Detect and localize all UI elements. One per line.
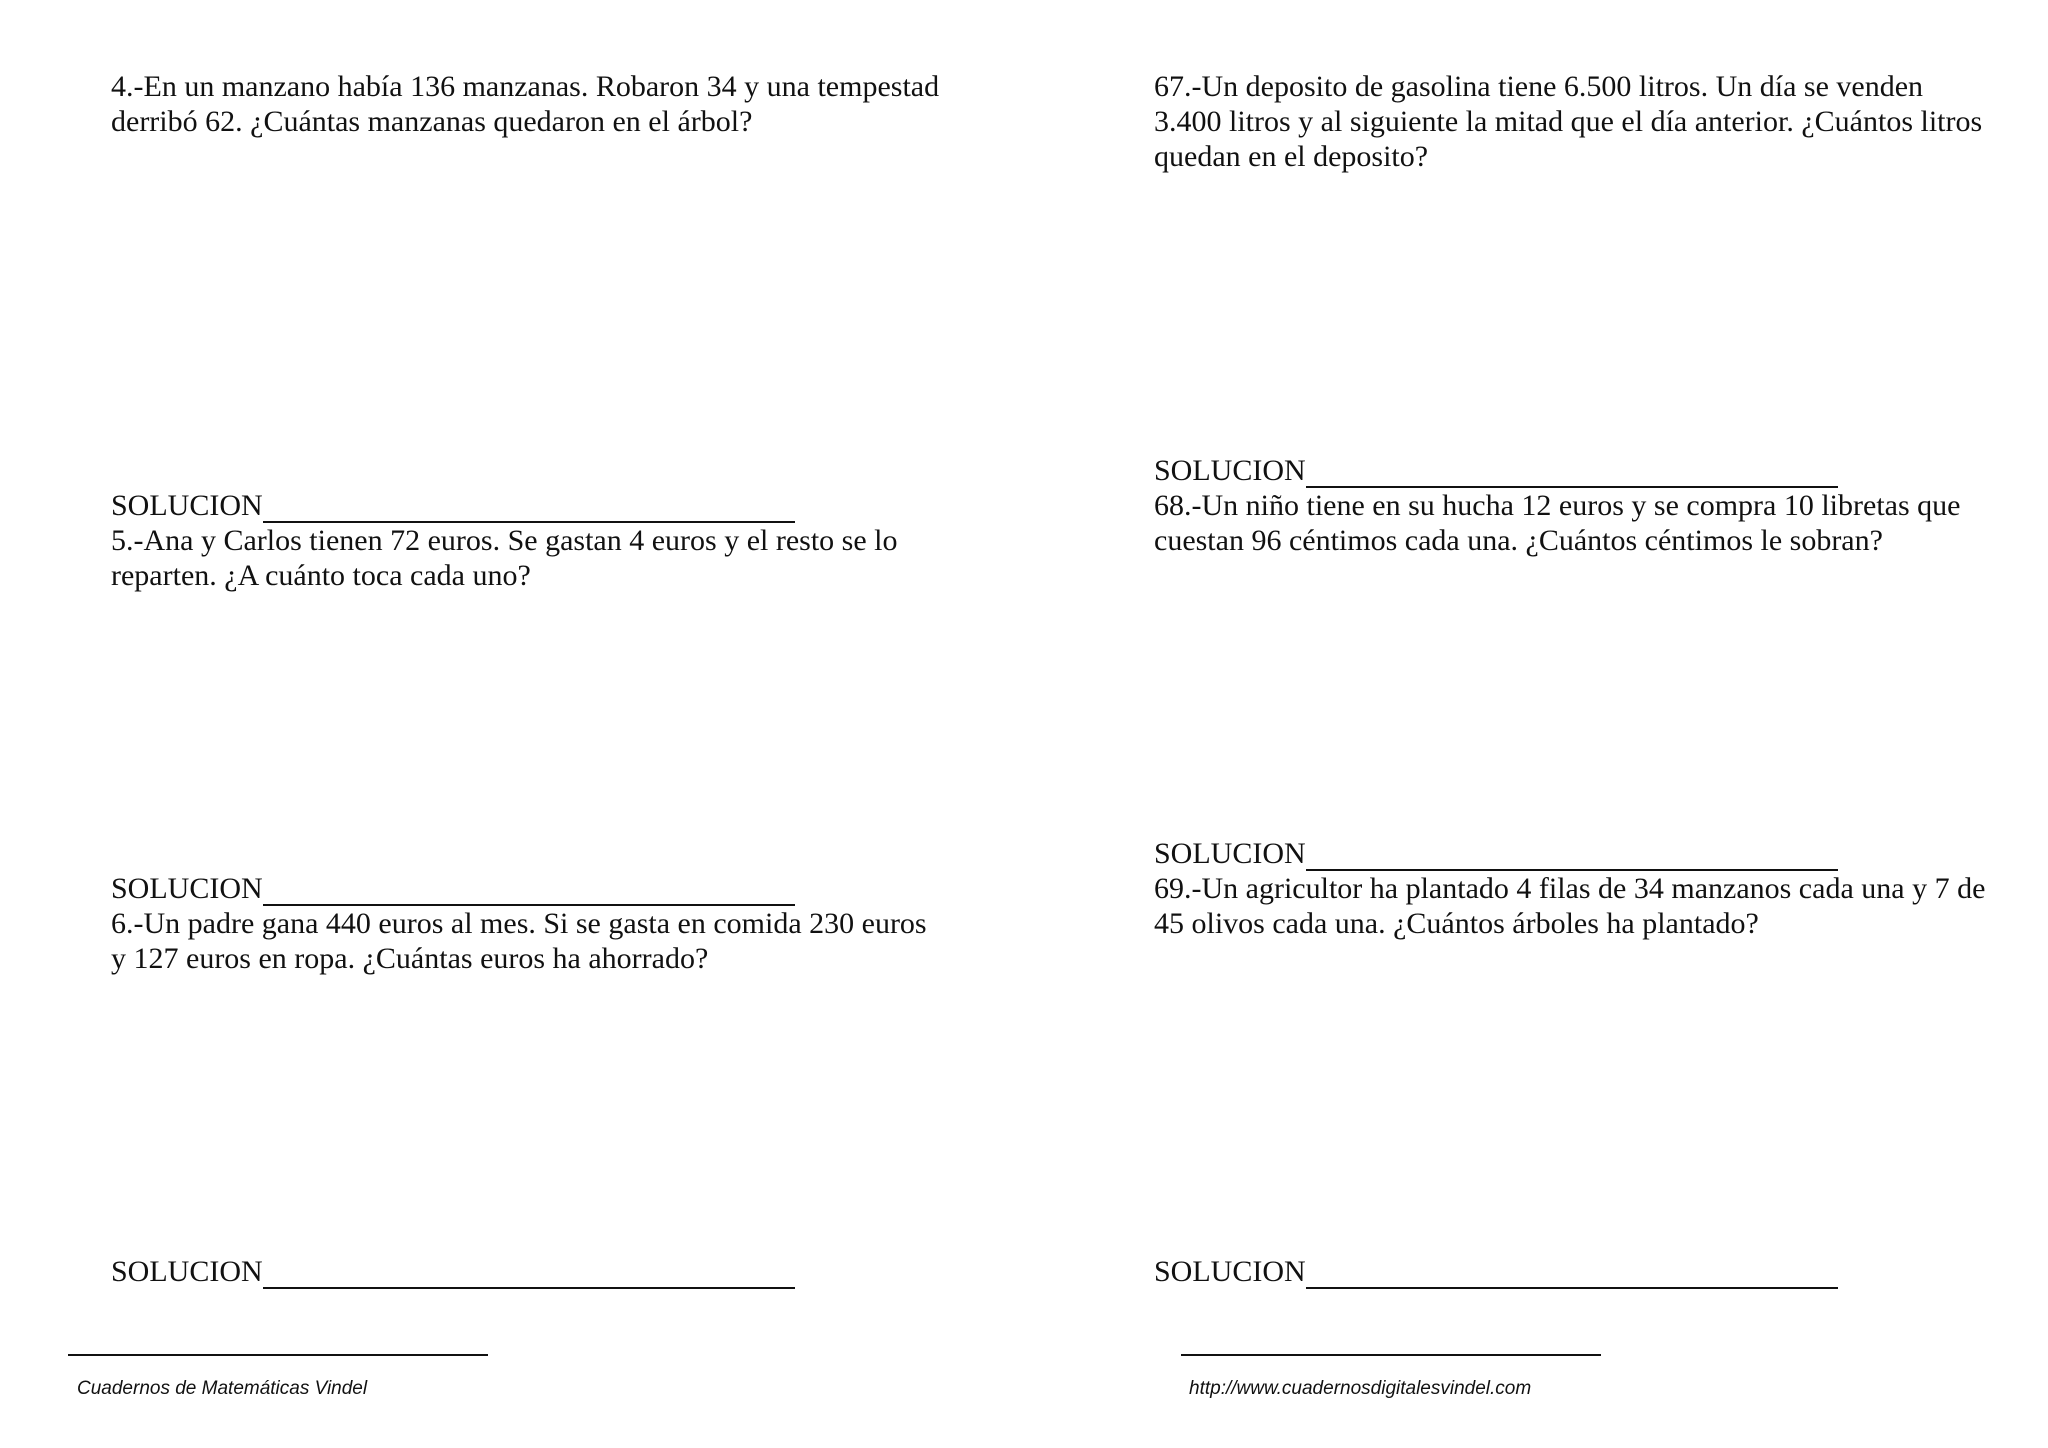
solution-line-69	[1154, 1254, 1838, 1289]
solution-line-67	[1154, 453, 1838, 488]
answer-blank[interactable]	[1306, 1259, 1838, 1289]
solution-label: SOLUCION	[1154, 454, 1306, 487]
solution-line-68	[1154, 836, 1838, 871]
answer-blank[interactable]	[263, 493, 795, 523]
problem-5: 5.-Ana y Carlos tienen 72 euros. Se gastan 4 euros y el resto se lo reparten. ¿A cuánto toca cada uno?	[111, 524, 898, 592]
problem-4: 4.-En un manzano había 136 manzanas. Robaron 34 y una tempestad derribó 62. ¿Cuántas manzanas quedaron en el árbol?	[111, 70, 940, 138]
solution-line-4	[111, 488, 795, 523]
solution-label: SOLUCION	[111, 872, 263, 905]
solution-label: SOLUCION	[111, 489, 263, 522]
solution-line-6	[111, 1254, 795, 1289]
answer-blank[interactable]	[1306, 841, 1838, 871]
solution-label: SOLUCION	[1154, 837, 1306, 870]
solution-label: SOLUCION	[111, 1255, 263, 1288]
answer-blank[interactable]	[263, 876, 795, 906]
problem-67: 67.-Un deposito de gasolina tiene 6.500 litros. Un día se venden 3.400 litros y al siguiente la mitad que el día anterior. ¿Cuántos litros quedan en el deposito?	[1154, 70, 1983, 173]
footer-left-text: Cuadernos de Matemáticas Vindel	[77, 1378, 368, 1399]
footer-rule-right	[1181, 1354, 1601, 1356]
problem-6: 6.-Un padre gana 440 euros al mes. Si se gasta en comida 230 euros y 127 euros en ropa. ¿Cuántas euros ha ahorrado?	[111, 907, 927, 975]
problem-69: 69.-Un agricultor ha plantado 4 filas de 34 manzanos cada una y 7 de 45 olivos cada una. ¿Cuántos árboles ha plantado?	[1154, 872, 1986, 940]
answer-blank[interactable]	[263, 1259, 795, 1289]
solution-line-5	[111, 871, 795, 906]
footer-rule-left	[68, 1354, 488, 1356]
footer-url-link[interactable]: http://www.cuadernosdigitalesvindel.com	[1189, 1378, 1532, 1399]
problem-68: 68.-Un niño tiene en su hucha 12 euros y se compra 10 libretas que cuestan 96 céntimos cada una. ¿Cuántos céntimos le sobran?	[1154, 489, 1961, 557]
solution-label: SOLUCION	[1154, 1255, 1306, 1288]
answer-blank[interactable]	[1306, 458, 1838, 488]
